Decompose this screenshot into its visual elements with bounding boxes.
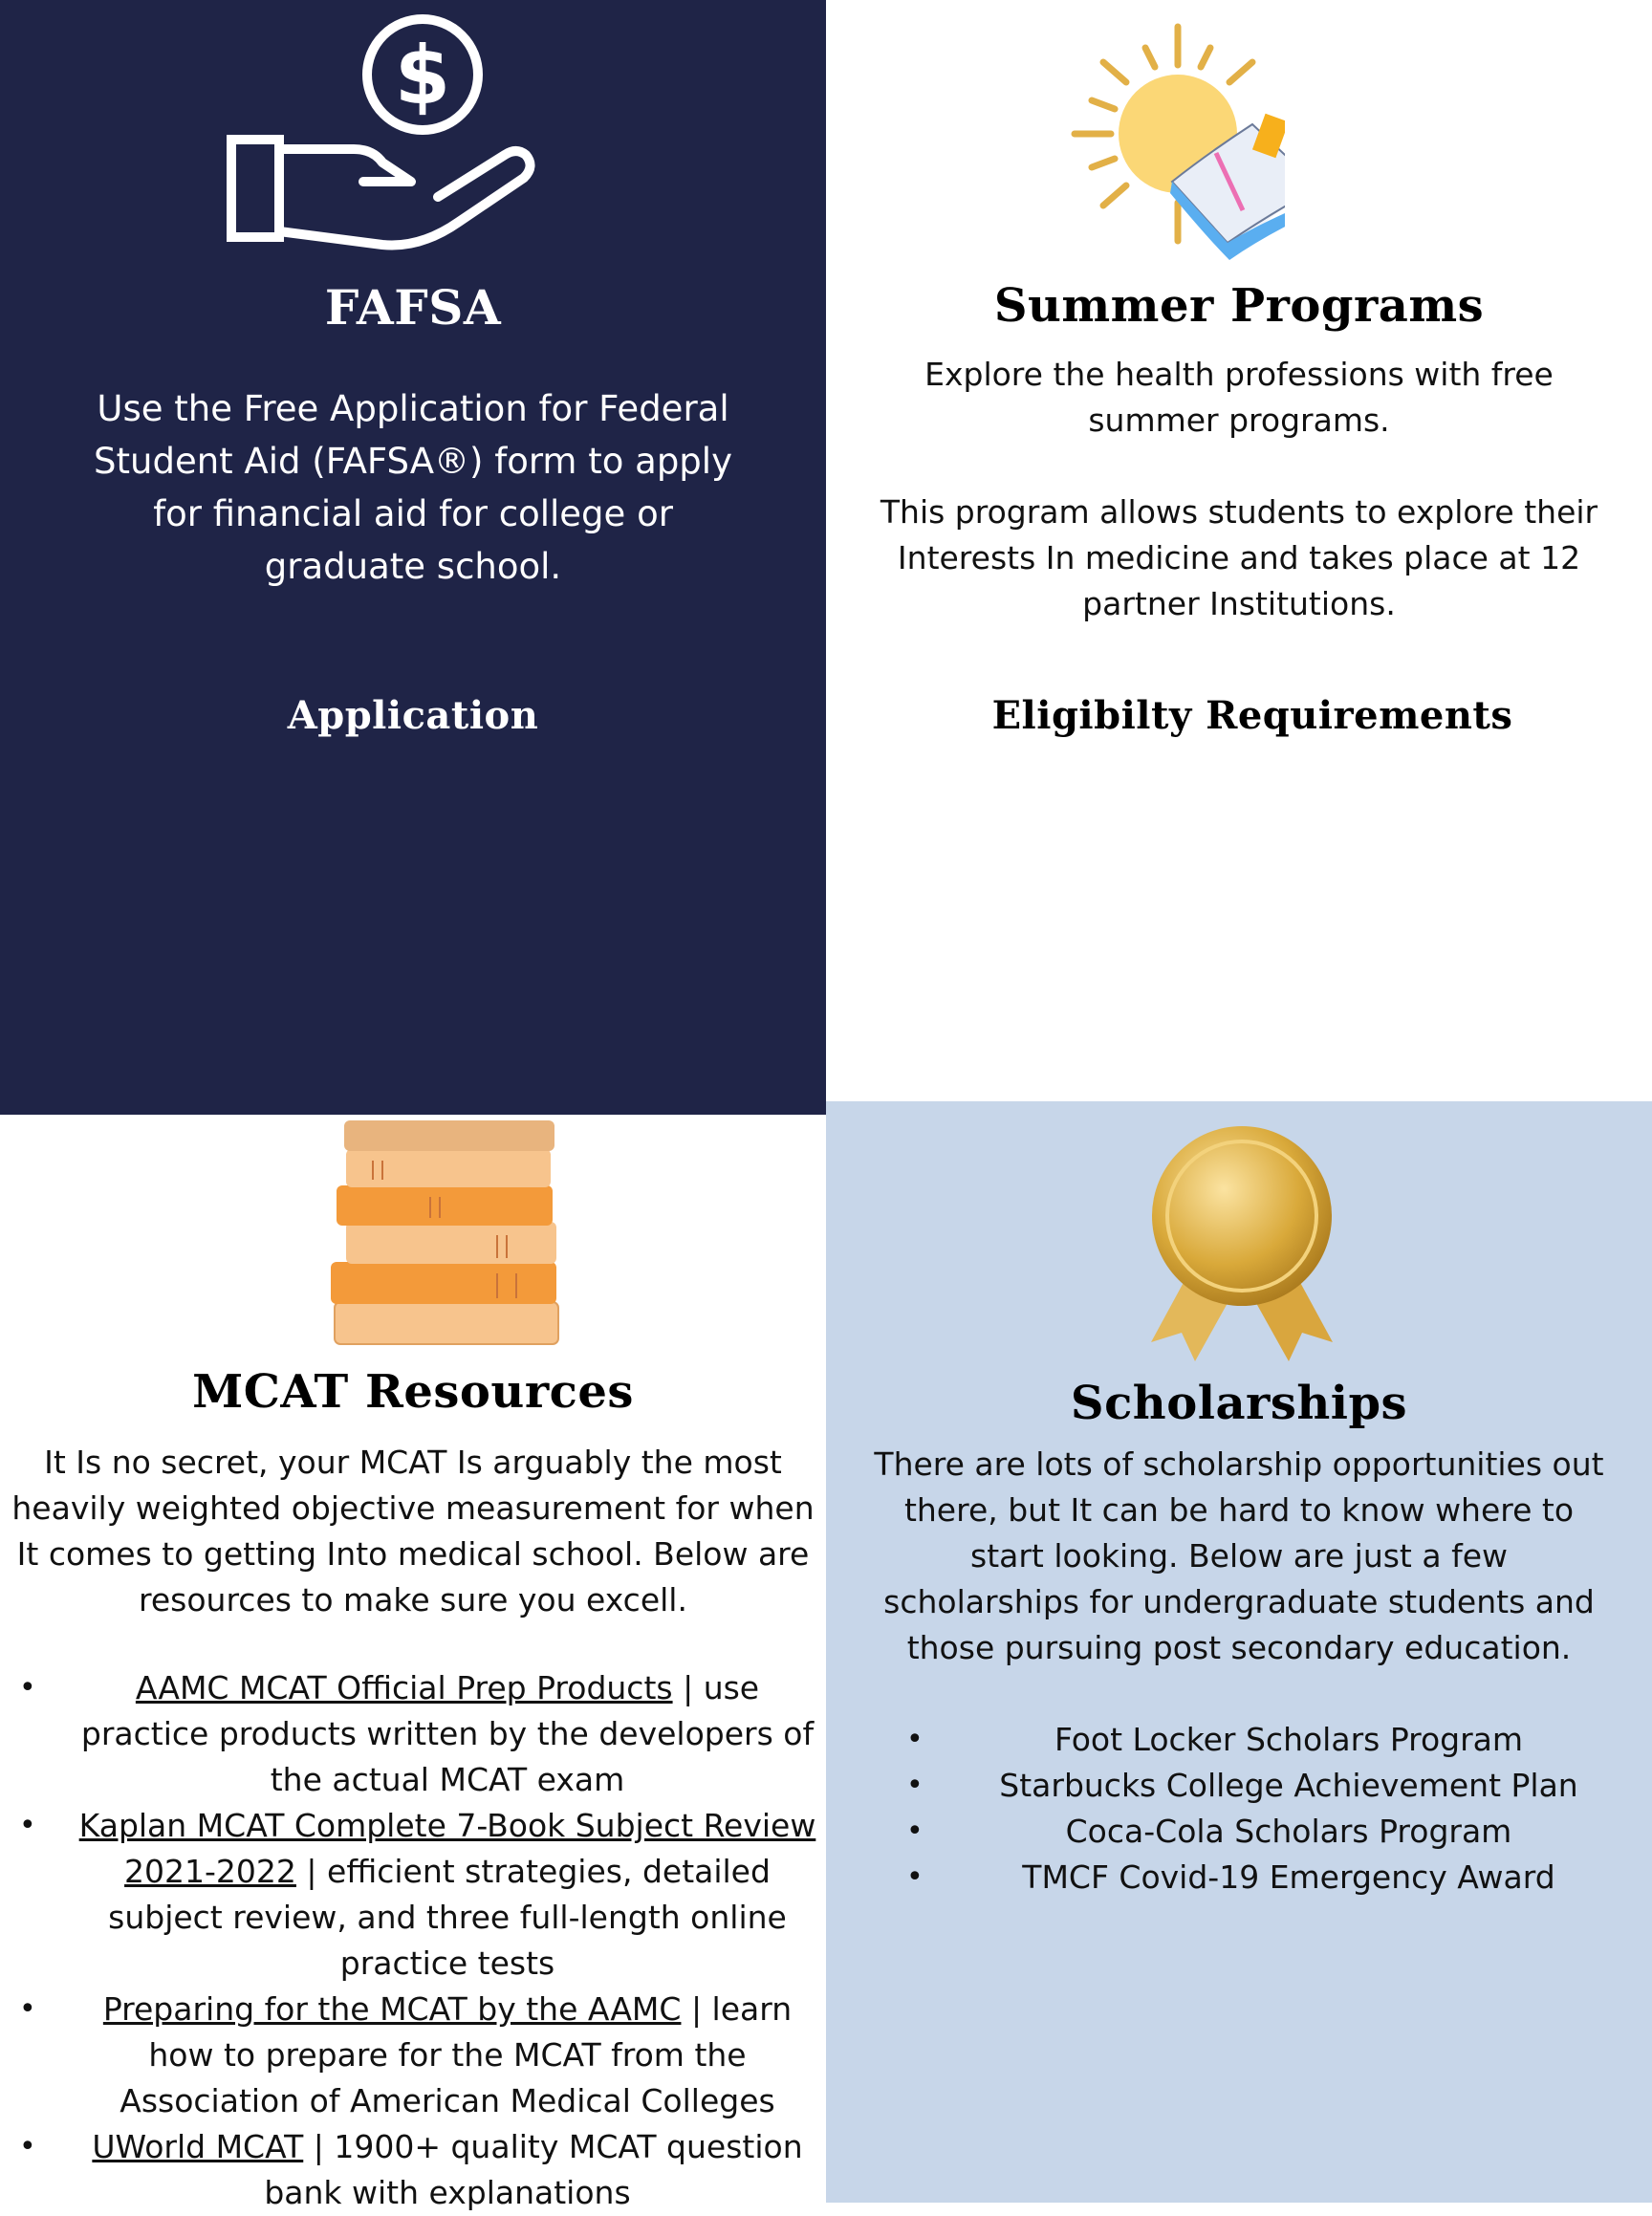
scholarship-name: Starbucks College Achievement Plan xyxy=(999,1767,1578,1804)
aamc-prep-products-link[interactable]: AAMC MCAT Official Prep Products xyxy=(135,1669,673,1706)
bullet: • xyxy=(19,2130,36,2163)
bullet: • xyxy=(19,1992,36,2026)
mcat-description: It Is no secret, your MCAT Is arguably the most heavily weighted objective measurement for when It comes to getting Into medical school. Below are resources to make sure you excell. xyxy=(11,1444,815,1619)
list-item-text: | use practice products written by the developers of the actual MCAT exam xyxy=(80,1669,815,1798)
summer-detail-text: This program allows students to explore their Interests In medicine and takes place at 12 partner Institutions. xyxy=(880,493,1598,622)
bullet: • xyxy=(19,1809,36,1842)
fafsa-title: FAFSA xyxy=(324,279,502,336)
scholarship-list xyxy=(906,1717,1633,1901)
mcat-resources-panel xyxy=(0,1115,826,2211)
bullet: • xyxy=(906,1723,924,1756)
scholarship-name: TMCF Covid-19 Emergency Award xyxy=(1022,1858,1555,1896)
hand-holding-dollar-icon xyxy=(220,10,535,268)
medal-icon xyxy=(1141,1120,1342,1369)
bullet: • xyxy=(906,1769,924,1802)
scholarship-name: Foot Locker Scholars Program xyxy=(1054,1721,1524,1758)
scholarships-title: Scholarships xyxy=(1070,1377,1408,1430)
uworld-mcat-link[interactable]: UWorld MCAT xyxy=(92,2128,304,2165)
list-item xyxy=(19,1987,818,2124)
bullet: • xyxy=(906,1860,924,1894)
scholarships-description: There are lots of scholarship opportunities out there, but It can be hard to know where to start looking. Below are just a few scholarships for undergraduate students and those pursuing post secondary education. xyxy=(874,1445,1604,1666)
mcat-resources-title: MCAT Resources xyxy=(192,1365,634,1419)
list-item xyxy=(906,1855,1633,1901)
scholarships-panel xyxy=(826,1101,1652,2203)
list-item xyxy=(906,1717,1633,1763)
kaplan-review-link[interactable]: Kaplan MCAT Complete 7-Book Subject Review 2021-2022 xyxy=(78,1807,816,1890)
list-item-text: | 1900+ quality MCAT question bank with explanations xyxy=(264,2128,803,2211)
sun-book-icon xyxy=(1065,10,1285,277)
summer-programs-title: Summer Programs xyxy=(993,279,1485,333)
list-item-text: | efficient strategies, detailed subject review, and three full-length online practice tests xyxy=(108,1853,787,1982)
list-item xyxy=(19,1803,818,1987)
bullet: • xyxy=(19,1671,36,1705)
summer-intro-text: Explore the health professions with free summer programs. xyxy=(924,356,1554,439)
fafsa-description: Use the Free Application for Federal Student Aid (FAFSA®) form to apply for financial aid for college or graduate school. xyxy=(94,388,732,587)
preparing-for-mcat-link[interactable]: Preparing for the MCAT by the AAMC xyxy=(102,1990,682,2028)
list-item-text: | learn how to prepare for the MCAT from the Association of American Medical Colleges xyxy=(120,1990,793,2119)
list-item xyxy=(906,1763,1633,1809)
scholarship-name: Coca-Cola Scholars Program xyxy=(1065,1813,1512,1850)
fafsa-application-link[interactable]: Application xyxy=(287,693,539,738)
list-item xyxy=(19,1665,818,1803)
bullet: • xyxy=(906,1814,924,1848)
mcat-resource-list xyxy=(19,1665,818,2216)
svg-text:$: $ xyxy=(394,29,451,122)
list-item xyxy=(906,1809,1633,1855)
summer-programs-panel xyxy=(826,0,1652,1101)
book-stack-icon xyxy=(315,1115,574,1354)
eligibility-requirements-link[interactable]: Eligibilty Requirements xyxy=(991,693,1513,738)
fafsa-panel xyxy=(0,0,826,1115)
